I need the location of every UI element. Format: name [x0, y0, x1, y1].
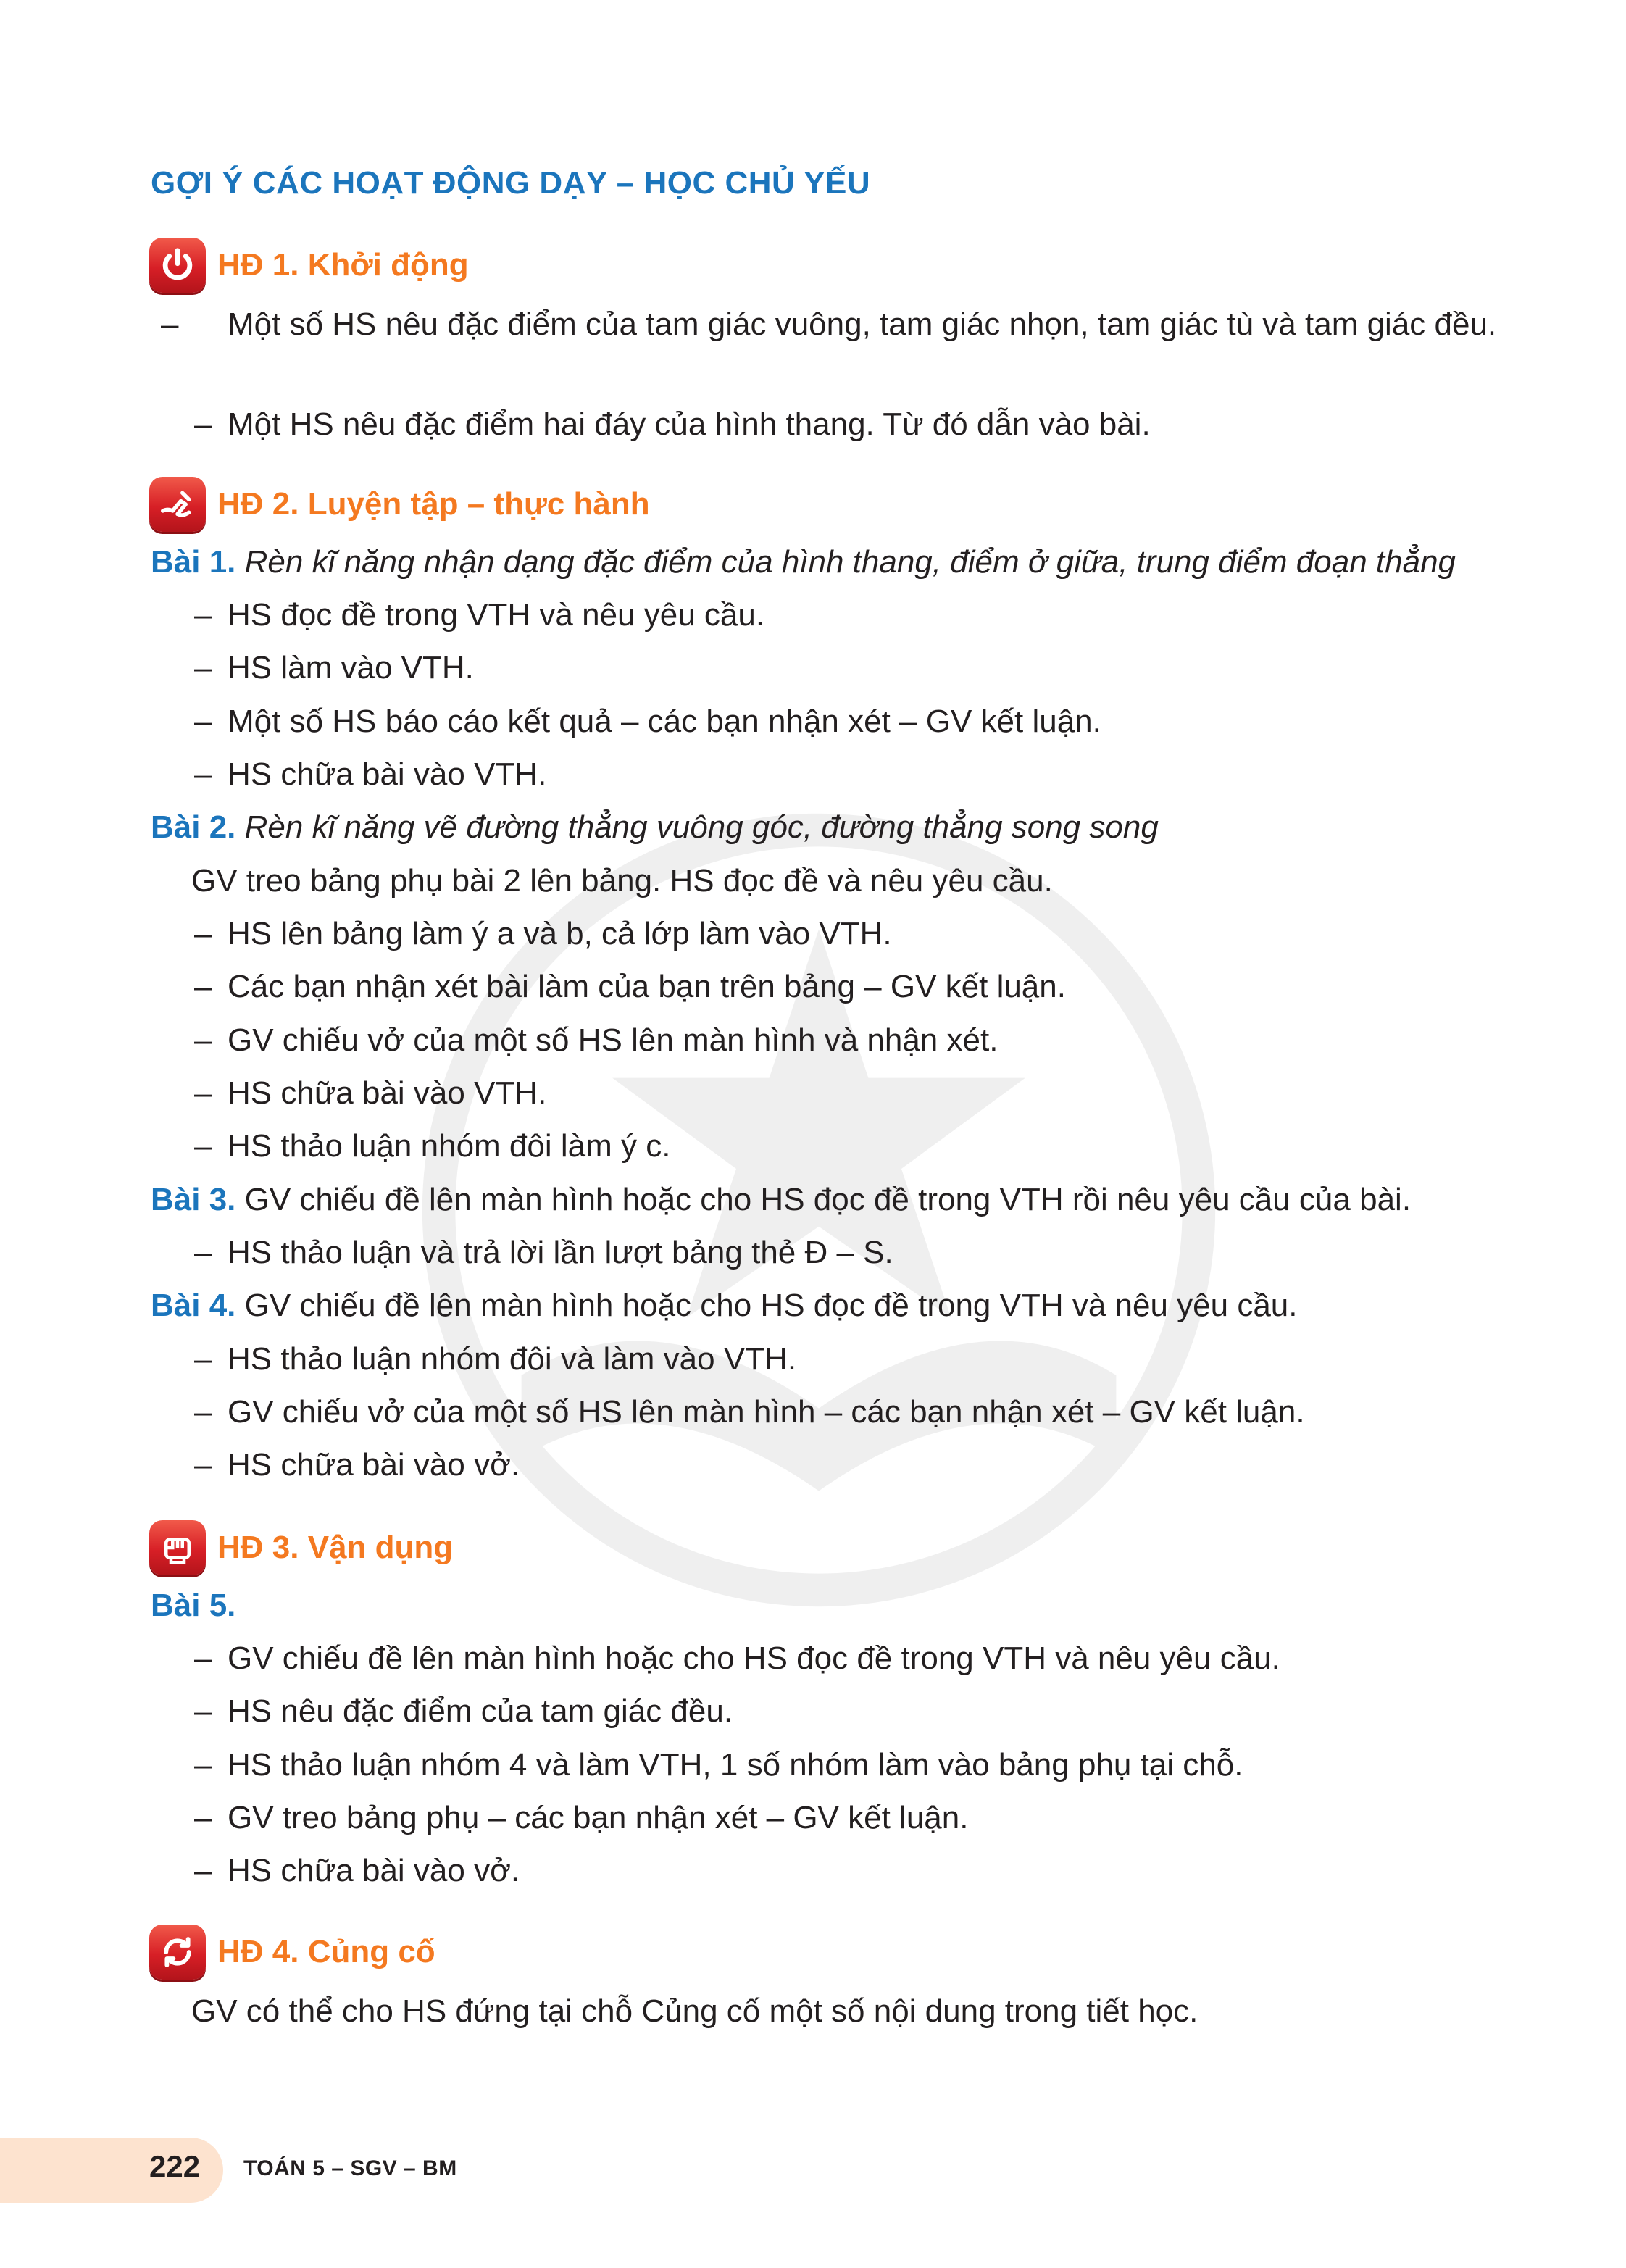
list-item: – Một số HS nêu đặc điểm của tam giác vuông, tam giác nhọn, tam giác tù và tam giác đều. [161, 307, 1497, 342]
hd4-text: GV có thể cho HS đứng tại chỗ Củng cố một số nội dung trong tiết học. [191, 1993, 1198, 2029]
list-item: – HS thảo luận nhóm đôi và làm vào VTH. [194, 1341, 797, 1377]
list-item: – GV treo bảng phụ – các bạn nhận xét – GV kết luận. [194, 1800, 969, 1835]
page-number: 222 [149, 2149, 201, 2183]
bai4-line: Bài 4. GV chiếu đề lên màn hình hoặc cho HS đọc đề trong VTH và nêu yêu cầu. [151, 1288, 1298, 1323]
fist-icon [149, 1520, 206, 1575]
refresh-icon [149, 1925, 206, 1980]
bai2-line: Bài 2. Rèn kĩ năng vẽ đường thẳng vuông góc, đường thẳng song song [151, 809, 1159, 845]
list-item: – HS đọc đề trong VTH và nêu yêu cầu. [194, 597, 765, 633]
hd1-heading [149, 238, 469, 293]
list-item: – HS làm vào VTH. [194, 650, 474, 685]
hd3-title: HĐ 3. Vận dụng [217, 1530, 454, 1565]
hand-write-icon [149, 477, 206, 532]
list-item: – HS chữa bài vào vở. [194, 1853, 520, 1888]
hd1-title: HĐ 1. Khởi động [217, 247, 469, 283]
list-item: – GV chiếu vở của một số HS lên màn hình và nhận xét. [194, 1022, 998, 1058]
list-item: – HS thảo luận nhóm đôi làm ý c. [194, 1128, 671, 1164]
list-item: – Một số HS báo cáo kết quả – các bạn nhận xét – GV kết luận. [194, 704, 1101, 739]
list-item: – HS lên bảng làm ý a và b, cả lớp làm vào VTH. [194, 916, 892, 951]
hd2-title: HĐ 2. Luyện tập – thực hành [217, 486, 650, 522]
power-icon [149, 238, 206, 293]
list-item: – GV chiếu vở của một số HS lên màn hình – các bạn nhận xét – GV kết luận. [194, 1394, 1305, 1430]
book-title: TOÁN 5 – SGV – BM [243, 2156, 457, 2180]
list-item: – GV chiếu đề lên màn hình hoặc cho HS đọc đề trong VTH và nêu yêu cầu. [194, 1640, 1280, 1676]
list-item: – HS chữa bài vào VTH. [194, 1075, 547, 1111]
bai3-line: Bài 3. GV chiếu đề lên màn hình hoặc cho HS đọc đề trong VTH rồi nêu yêu cầu của bài. [151, 1182, 1412, 1217]
list-item: – HS thảo luận nhóm 4 và làm VTH, 1 số nhóm làm vào bảng phụ tại chỗ. [194, 1747, 1243, 1783]
hd4-title: HĐ 4. Củng cố [217, 1934, 435, 1969]
list-item: – HS nêu đặc điểm của tam giác đều. [194, 1693, 733, 1729]
list-item: – Các bạn nhận xét bài làm của bạn trên bảng – GV kết luận. [194, 969, 1066, 1004]
list-item: – HS chữa bài vào vở. [194, 1447, 520, 1483]
hd4-heading [149, 1925, 435, 1980]
bai2-intro: GV treo bảng phụ bài 2 lên bảng. HS đọc đề và nêu yêu cầu. [191, 863, 1053, 899]
bai5-line: Bài 5. [151, 1588, 236, 1623]
hd2-heading [149, 477, 650, 532]
bai1-line: Bài 1. Rèn kĩ năng nhận dạng đặc điểm của hình thang, điểm ở giữa, trung điểm đoạn thẳng [151, 544, 1456, 580]
section-title: GỢI Ý CÁC HOẠT ĐỘNG DẠY – HỌC CHỦ YẾU [151, 165, 871, 201]
list-item: – HS chữa bài vào VTH. [194, 756, 547, 792]
list-item: – Một HS nêu đặc điểm hai đáy của hình thang. Từ đó dẫn vào bài. [194, 407, 1151, 442]
list-item: – HS thảo luận và trả lời lần lượt bảng thẻ Đ – S. [194, 1235, 893, 1270]
hd3-heading [149, 1520, 453, 1575]
